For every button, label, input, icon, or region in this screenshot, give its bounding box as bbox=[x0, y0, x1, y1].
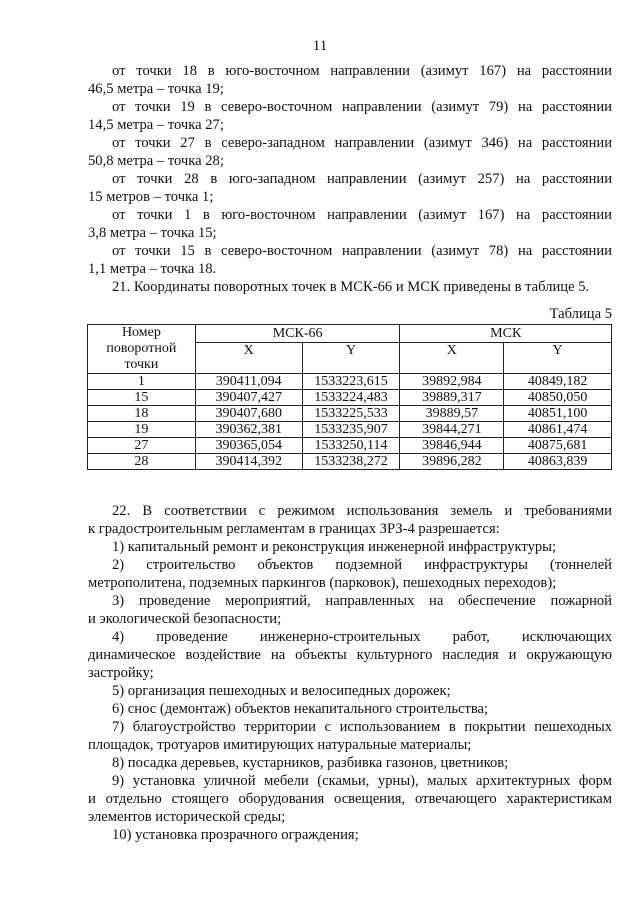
header-y-msk66: Y bbox=[302, 343, 400, 374]
table-cell: 39846,944 bbox=[400, 438, 504, 454]
direction-line: от точки 28 в юго-западном направлении (азимут 257) на расстоянии bbox=[112, 171, 612, 187]
table-cell: 40863,839 bbox=[504, 454, 612, 470]
list-item: 4) проведение инженерно-строительных работ, исключающих bbox=[112, 629, 612, 645]
list-item: 8) посадка деревьев, кустарников, разбивка газонов, цветников; bbox=[112, 755, 509, 771]
table-cell: 390411,094 bbox=[195, 374, 302, 390]
direction-line: от точки 15 в северо-восточном направлении (азимут 78) на расстоянии bbox=[112, 243, 612, 259]
table-row bbox=[88, 374, 612, 390]
list-item: и отдельно стоящего оборудования освещения, отвечающего характеристикам bbox=[88, 791, 612, 807]
list-item: динамическое воздействие на объекты культурного наследия и окружающую bbox=[88, 647, 612, 663]
header-msk66: МСК-66 bbox=[195, 325, 400, 343]
table-cell: 390362,381 bbox=[195, 422, 302, 438]
table-caption: Таблица 5 bbox=[549, 306, 612, 322]
list-item: 3) проведение мероприятий, направленных на обеспечение пожарной bbox=[112, 593, 612, 609]
table-cell: 390414,392 bbox=[195, 454, 302, 470]
table-cell: 39889,57 bbox=[400, 406, 504, 422]
table-cell: 39889,317 bbox=[400, 390, 504, 406]
direction-line: 46,5 метра – точка 19; bbox=[88, 81, 224, 97]
table-row bbox=[88, 422, 612, 438]
list-item: площадок, тротуаров имитирующих натуральные материалы; bbox=[88, 737, 472, 753]
table-cell: 40875,681 bbox=[504, 438, 612, 454]
direction-line: от точки 18 в юго-восточном направлении (азимут 167) на расстоянии bbox=[112, 63, 612, 79]
header-y-msk: Y bbox=[504, 343, 612, 374]
list-item: 6) снос (демонтаж) объектов некапитального строительства; bbox=[112, 701, 489, 717]
direction-line: от точки 27 в северо-западном направлении (азимут 346) на расстоянии bbox=[112, 135, 612, 151]
table-cell: 40850,050 bbox=[504, 390, 612, 406]
table-cell: 1533235,907 bbox=[302, 422, 400, 438]
table-row bbox=[88, 406, 612, 422]
list-item: 7) благоустройство территории с использованием в покрытии пешеходных bbox=[112, 719, 612, 735]
paragraph-21: 21. Координаты поворотных точек в МСК-66 и МСК приведены в таблице 5. bbox=[112, 279, 590, 295]
table-cell: 1533224,483 bbox=[302, 390, 400, 406]
table-cell: 28 bbox=[88, 454, 196, 470]
coordinates-table bbox=[87, 324, 612, 470]
list-item: элементов исторической среды; bbox=[88, 809, 286, 825]
direction-line: 50,8 метра – точка 28; bbox=[88, 153, 224, 169]
table-row bbox=[88, 454, 612, 470]
table-cell: 1533250,114 bbox=[302, 438, 400, 454]
table-cell: 40851,100 bbox=[504, 406, 612, 422]
list-item: 9) установка уличной мебели (скамьи, урны), малых архитектурных форм bbox=[112, 773, 612, 789]
table-cell: 390407,427 bbox=[195, 390, 302, 406]
paragraph-22-intro: 22. В соответствии с режимом использования земель и требованиями bbox=[112, 503, 612, 519]
table-cell: 39896,282 bbox=[400, 454, 504, 470]
direction-line: 1,1 метра – точка 18. bbox=[88, 261, 217, 277]
list-item: 5) организация пешеходных и велосипедных дорожек; bbox=[112, 683, 451, 699]
direction-line: от точки 1 в юго-восточном направлении (азимут 167) на расстоянии bbox=[112, 207, 612, 223]
table-cell: 39892,984 bbox=[400, 374, 504, 390]
list-item: 2) строительство объектов подземной инфраструктуры (тоннелей bbox=[112, 557, 612, 573]
table-cell: 27 bbox=[88, 438, 196, 454]
direction-line: 15 метров – точка 1; bbox=[88, 189, 214, 205]
table-row bbox=[88, 390, 612, 406]
direction-line: от точки 19 в северо-восточном направлении (азимут 79) на расстоянии bbox=[112, 99, 612, 115]
table-cell: 1533238,272 bbox=[302, 454, 400, 470]
table-cell: 40849,182 bbox=[504, 374, 612, 390]
list-item: 10) установка прозрачного ограждения; bbox=[112, 827, 359, 843]
table-cell: 1 bbox=[88, 374, 196, 390]
table-cell: 390407,680 bbox=[195, 406, 302, 422]
table-row bbox=[88, 438, 612, 454]
list-item: и экологической безопасности; bbox=[88, 611, 282, 627]
header-x-msk: X bbox=[400, 343, 504, 374]
table-cell: 19 bbox=[88, 422, 196, 438]
header-point-number: Номер поворотной точки bbox=[88, 325, 196, 374]
table-cell: 1533223,615 bbox=[302, 374, 400, 390]
table-cell: 15 bbox=[88, 390, 196, 406]
table-cell: 390365,054 bbox=[195, 438, 302, 454]
list-item: метрополитена, подземных паркингов (парковок), пешеходных переходов); bbox=[88, 575, 557, 591]
direction-line: 3,8 метра – точка 15; bbox=[88, 225, 217, 241]
page-number: 11 bbox=[312, 38, 328, 54]
list-item: застройку; bbox=[88, 665, 154, 681]
table-cell: 39844,271 bbox=[400, 422, 504, 438]
paragraph-22-intro: к градостроительным регламентам в границах ЗРЗ-4 разрешается: bbox=[88, 521, 500, 537]
list-item: 1) капитальный ремонт и реконструкция инженерной инфраструктуры; bbox=[112, 539, 557, 555]
table-cell: 18 bbox=[88, 406, 196, 422]
table-cell: 40861,474 bbox=[504, 422, 612, 438]
header-msk: МСК bbox=[400, 325, 612, 343]
table-cell: 1533225,533 bbox=[302, 406, 400, 422]
header-x-msk66: X bbox=[195, 343, 302, 374]
direction-line: 14,5 метра – точка 27; bbox=[88, 117, 224, 133]
